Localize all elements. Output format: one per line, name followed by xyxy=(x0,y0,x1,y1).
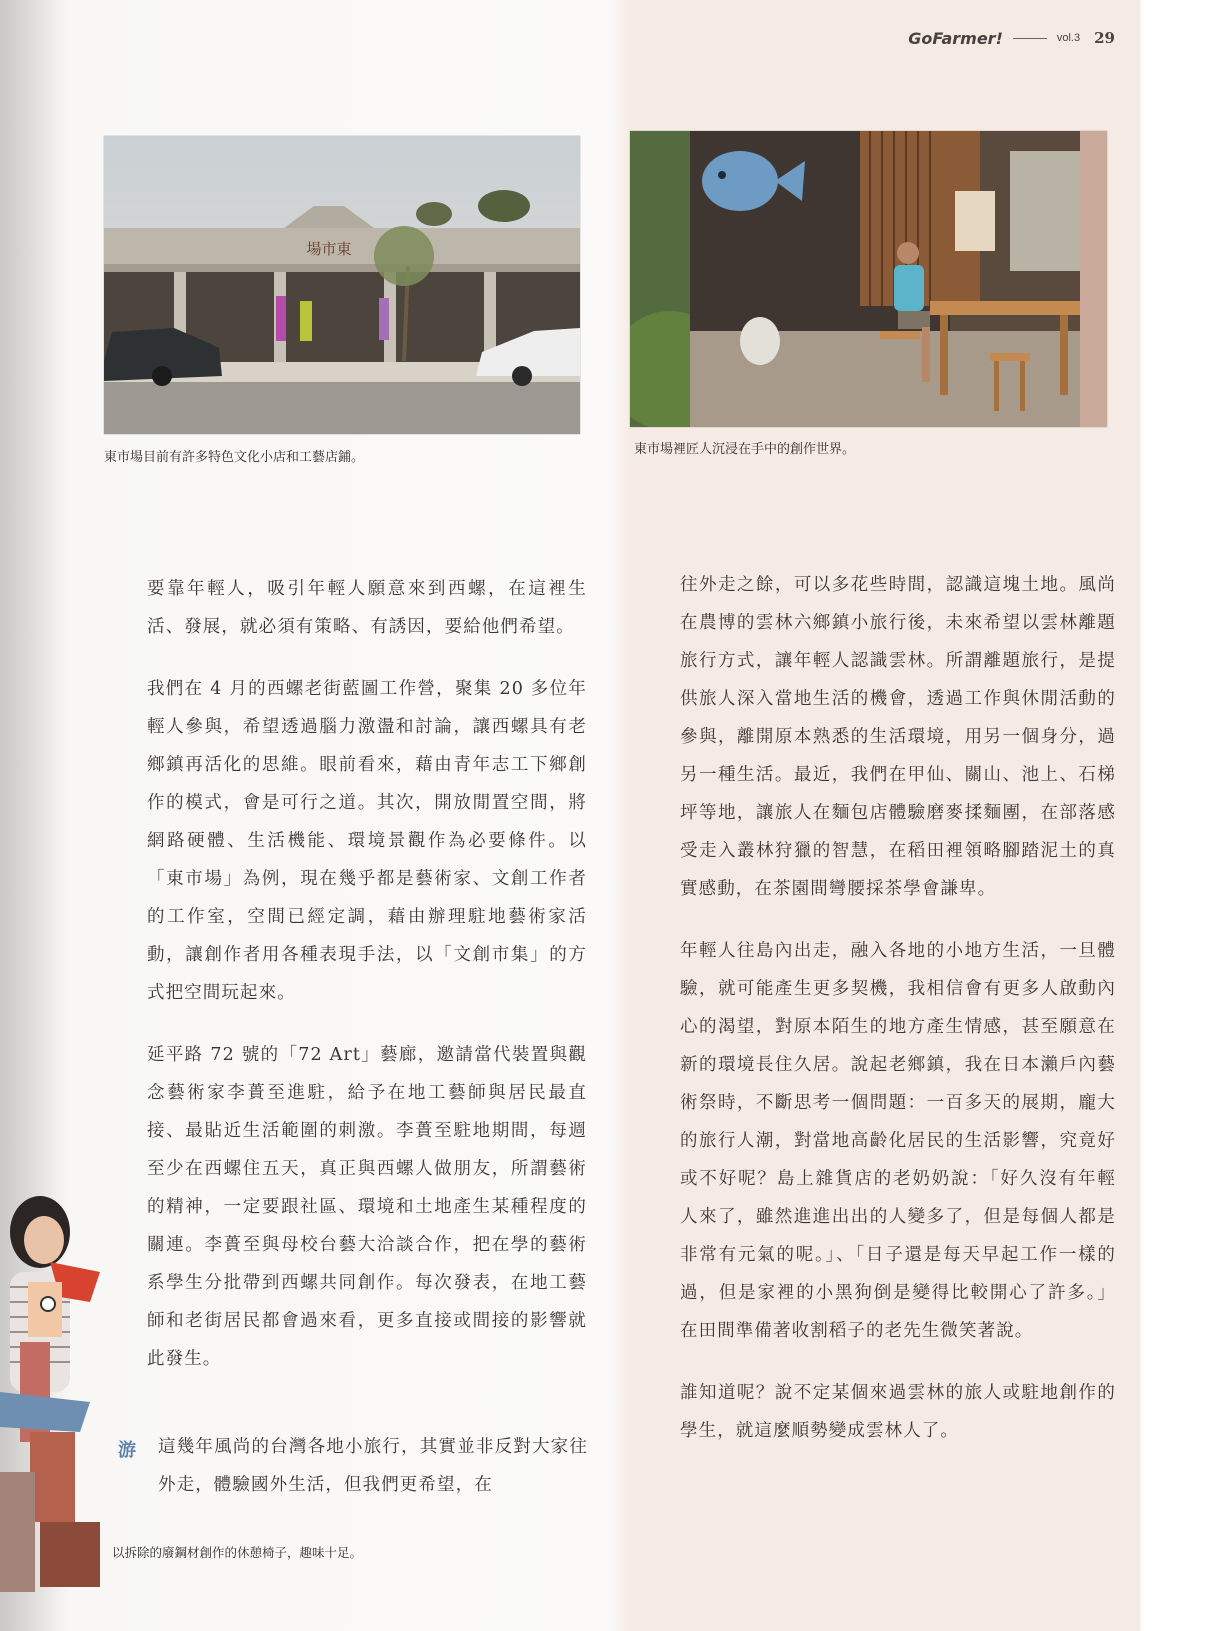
speaker-mark: 游 xyxy=(118,1440,136,1461)
market-photo xyxy=(104,136,580,434)
bench-cutout-photo xyxy=(0,1192,110,1592)
craftsman-photo xyxy=(630,131,1107,427)
left-paragraph-1: 要靠年輕人，吸引年輕人願意來到西螺，在這裡生活、發展，就必須有策略、有誘因，要給他們希望。 xyxy=(147,579,587,637)
bench-photo-caption: 以拆除的廢鋼材創作的休憩椅子，趣味十足。 xyxy=(112,1545,363,1560)
left-paragraph-4-wrap xyxy=(158,1428,588,1504)
right-paragraph-1: 往外走之餘，可以多花些時間，認識這塊土地。風尚在農博的雲林六鄉鎮小旅行後，未來希望以雲林離題旅行方式，讓年輕人認識雲林。所謂離題旅行，是提供旅人深入當地生活的機會，透過工作與休閒活動的參與，離開原本熟悉的生活環境，用另一個身分，過另一種生活。最近，我們在甲仙、關山、池上、石梯坪等地，讓旅人在麵包店體驗磨麥揉麵團，在部落感受走入叢林狩獵的智慧，在稻田裡領略腳踏泥土的真實感動，在茶園間彎腰採茶學會謙卑。 xyxy=(680,575,1116,899)
right-text-column xyxy=(680,566,1116,1450)
magazine-brand: GoFarmer! xyxy=(908,28,1003,48)
page-number: 29 xyxy=(1094,29,1115,47)
craftsman-photo-caption: 東市場裡匠人沉浸在手中的創作世界。 xyxy=(634,442,856,457)
header-divider xyxy=(1013,38,1047,39)
left-paragraph-2: 我們在 4 月的西螺老街藍圖工作營，聚集 20 多位年輕人參與，希望透過腦力激盪和討論，讓西螺具有老鄉鎮再活化的思維。眼前看來，藉由青年志工下鄉創作的模式，會是可行之道。其次，開放閒置空間，將網路硬體、生活機能、環境景觀作為必要條件。以「東市場」為例，現在幾乎都是藝術家、文創工作者的工作室，空間已經定調，藉由辦理駐地藝術家活動，讓創作者用各種表現手法，以「文創市集」的方式把空間玩起來。 xyxy=(147,679,587,1003)
volume-label: vol.3 xyxy=(1056,32,1081,44)
right-paragraph-3: 誰知道呢？說不定某個來過雲林的旅人或駐地創作的學生，就這麼順勢變成雲林人了。 xyxy=(680,1383,1116,1441)
left-paragraph-3: 延平路 72 號的「72 Art」藝廊，邀請當代裝置與觀念藝術家李蕢至進駐，給予在地工藝師與居民最直接、最貼近生活範圍的刺激。李蕢至駐地期間，每週至少在西螺住五天，真正與西螺人做朋友，所謂藝術的精神，一定要跟社區、環境和土地產生某種程度的關連。李蕢至與母校台藝大洽談合作，把在學的藝術系學生分批帶到西螺共同創作。每次發表，在地工藝師和老街居民都會過來看，更多直接或間接的影響就此發生。 xyxy=(147,1045,587,1369)
left-text-column xyxy=(147,570,587,1378)
left-paragraph-4: 這幾年風尚的台灣各地小旅行，其實並非反對大家往外走，體驗國外生活，但我們更希望，在 xyxy=(158,1437,588,1495)
running-header xyxy=(908,28,1115,48)
market-sign-text: 場市東 xyxy=(306,240,352,258)
right-paragraph-2: 年輕人往島內出走，融入各地的小地方生活，一旦體驗，就可能產生更多契機，我相信會有更多人啟動內心的渴望，對原本陌生的地方產生情感，甚至願意在新的環境長住久居。說起老鄉鎮，我在日本瀨戶內藝術祭時，不斷思考一個問題：一百多天的展期，龐大的旅行人潮，對當地高齡化居民的生活影響，究竟好或不好呢？島上雜貨店的老奶奶說：「好久沒有年輕人來了，雖然進進出出的人變多了，但是每個人都是非常有元氣的呢。」、「日子還是每天早起工作一樣的過，但是家裡的小黑狗倒是變得比較開心了許多。」在田間準備著收割稻子的老先生微笑著說。 xyxy=(680,941,1116,1341)
market-photo-caption: 東市場目前有許多特色文化小店和工藝店鋪。 xyxy=(104,450,365,465)
